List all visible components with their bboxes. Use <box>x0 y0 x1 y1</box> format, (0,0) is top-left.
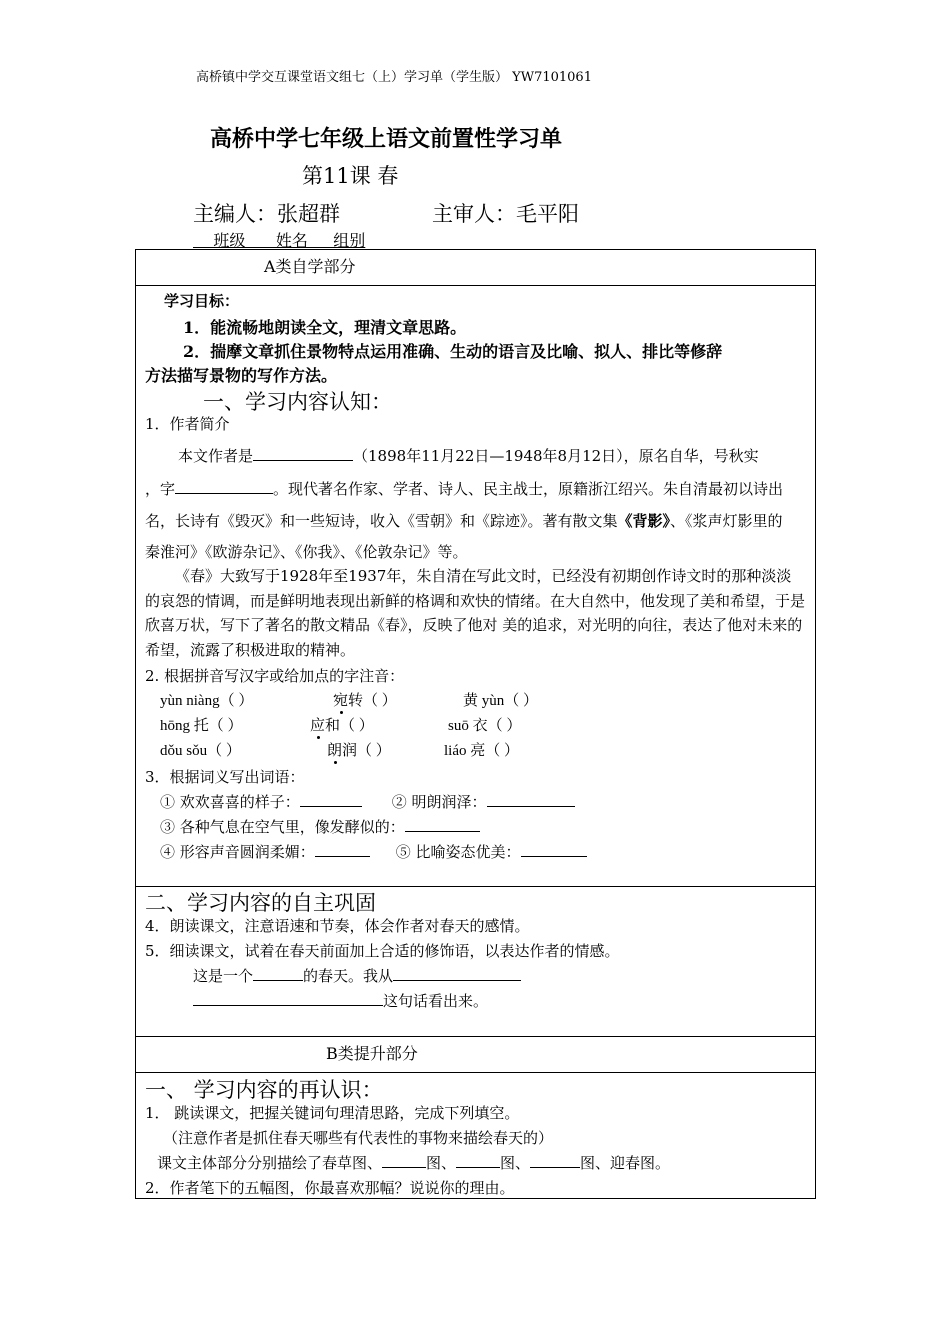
pinyin-row: dǒu sǒu（ ） 朗润（ ） liáo 亮（ ） <box>160 743 519 759</box>
q1-label: 1．作者简介 <box>145 415 230 433</box>
author-line-1: 本文作者是 （1898年11月22日—1948年8月12日），原名自华，号秋实 <box>178 447 759 465</box>
vocab-blank[interactable] <box>405 817 480 832</box>
section-a-heading: A类自学部分 <box>264 257 356 276</box>
modifier-blank[interactable] <box>253 966 303 981</box>
vocab-row: ④ 形容声音圆润柔媚： ⑤ 比喻姿态优美： <box>160 841 587 862</box>
vocab-blank[interactable] <box>300 792 362 807</box>
spring-intro-paragraph: 《春》大致写于1928年至1937年，朱自清在写此文时，已经没有初期创作诗文时的那种淡淡的哀怨的情调，而是鲜明地表现出新鲜的格调和欢快的情绪。在大自然中，他发现了美和希望，于是欣喜万状，写下了著名的散文精品《春》，反映了他对 美的追求，对光明的向往，表达了他对未来的希望，流露了积极进取的精神。 <box>145 567 806 659</box>
b-note: （注意作者是抓住春天哪些有代表性的事物来描绘春天的） <box>163 1129 554 1147</box>
vocab-blank[interactable] <box>315 842 370 857</box>
sentence-blank[interactable] <box>193 991 383 1006</box>
picture-blank[interactable] <box>382 1153 426 1168</box>
pinyin-row: hōng 托（ ） 应和（ ） suō 衣（ ） <box>160 718 522 734</box>
goal-2: 2．揣摩文章抓住景物特点运用准确、生动的语言及比喻、拟人、排比等修辞 <box>183 342 723 361</box>
q3-label: 3．根据词义写出词语： <box>145 768 305 786</box>
author-line-2: ，字 。现代著名作家、学者、诗人、民主战士，原籍浙江绍兴。朱自清最初以诗出 <box>145 480 784 498</box>
b-fill-line: 课文主体部分分别描绘了春草图、 图、 图、 图、迎春图。 <box>157 1154 671 1172</box>
page-header: 高桥镇中学交互课堂语文组七（上）学习单（学生版） YW7101061 <box>196 70 592 85</box>
vocab-blank[interactable] <box>521 842 587 857</box>
fill-line: 这句话看出来。 <box>193 990 488 1011</box>
divider <box>135 285 816 286</box>
student-info-line[interactable]: 班级 姓名 组别 <box>193 231 366 250</box>
goal-2-cont: 方法描写景物的写作方法。 <box>145 366 338 385</box>
vocab-blank[interactable] <box>487 792 575 807</box>
part2-heading: 二、学习内容的自主巩固 <box>145 891 376 915</box>
sentence-blank[interactable] <box>393 966 521 981</box>
b-q2: 2．作者笔下的五幅图，你最喜欢那幅？说说你的理由。 <box>145 1179 515 1197</box>
b-q1: 1． 跳读课文，把握关键词句理清思路，完成下列填空。 <box>145 1104 520 1122</box>
goals-label: 学习目标： <box>164 292 240 310</box>
chief-editor: 主编人：张超群 <box>193 202 340 226</box>
q2-label: 2. 根据拼音写汉字或给加点的字注音： <box>145 667 405 685</box>
section-b-heading: B类提升部分 <box>326 1044 418 1063</box>
lesson-title: 第11课 春 <box>302 164 399 188</box>
picture-blank[interactable] <box>530 1153 580 1168</box>
author-line-3: 名，长诗有《毁灭》和一些短诗，收入《雪朝》和《踪迹》。著有散文集《背影》、《浆声灯影里的 <box>145 512 783 530</box>
fill-line: 这是一个 的春天。我从 <box>193 965 521 986</box>
author-name-blank[interactable] <box>253 446 353 461</box>
q4: 4．朗读课文，注意语速和节奏，体会作者对春天的感情。 <box>145 917 530 935</box>
part1-heading: 一、学习内容认知： <box>203 390 392 414</box>
b-part1-heading: 一、 学习内容的再认识： <box>145 1078 383 1102</box>
document-title: 高桥中学七年级上语文前置性学习单 <box>210 126 563 152</box>
courtesy-name-blank[interactable] <box>175 479 273 494</box>
vocab-row: ① 欢欢喜喜的样子： ② 明朗润泽： <box>160 791 575 812</box>
q5: 5．细读课文，试着在春天前面加上合适的修饰语，以表达作者的情感。 <box>145 942 620 960</box>
divider <box>135 1072 816 1073</box>
divider <box>135 1036 816 1037</box>
author-line-4: 秦淮河》《欧游杂记》、《你我》、《伦敦杂记》等。 <box>145 543 468 561</box>
goal-1: 1．能流畅地朗读全文，理清文章思路。 <box>183 318 467 337</box>
picture-blank[interactable] <box>456 1153 500 1168</box>
editors-line <box>193 198 579 228</box>
pinyin-row: yùn niàng（ ） 宛转（ ） 黄 yùn（ ） <box>160 693 539 709</box>
reviewer: 主审人：毛平阳 <box>432 202 579 226</box>
vocab-row: ③ 各种气息在空气里，像发酵似的： <box>160 816 480 837</box>
